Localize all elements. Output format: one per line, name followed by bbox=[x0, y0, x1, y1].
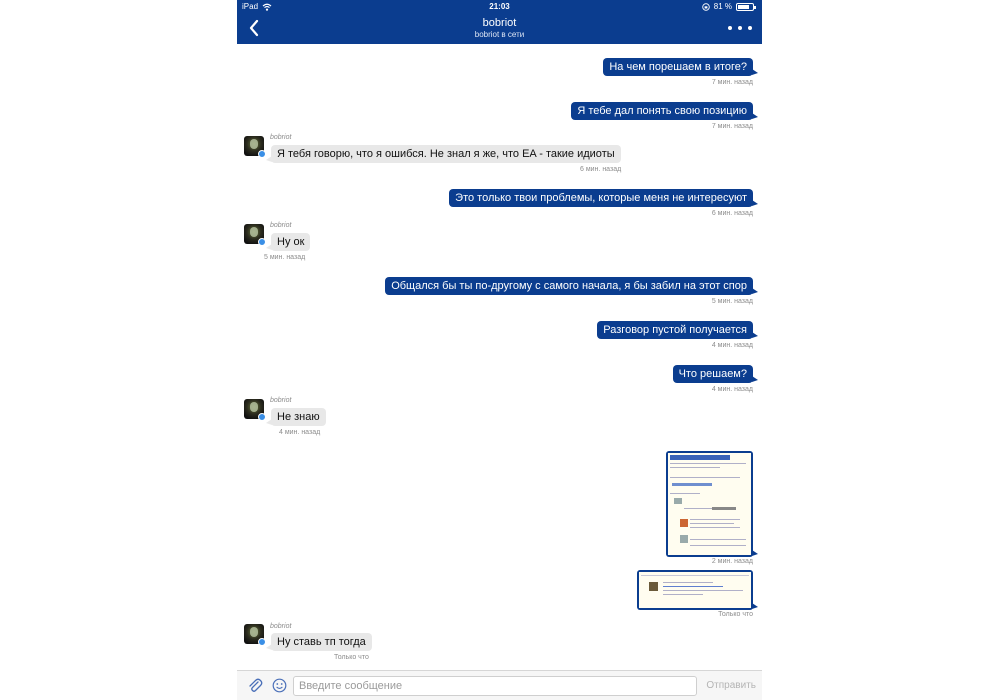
attach-button[interactable] bbox=[246, 677, 264, 695]
message-time: 6 мин. назад bbox=[580, 166, 622, 173]
more-dots-icon bbox=[738, 26, 742, 30]
thumb-line bbox=[690, 527, 740, 528]
status-right bbox=[702, 2, 754, 11]
message-time: Только что bbox=[718, 611, 753, 618]
paperclip-icon bbox=[246, 677, 264, 695]
thumb-avatar bbox=[680, 519, 688, 527]
thumb-avatar bbox=[680, 535, 688, 543]
incoming-message[interactable]: Ну ок bbox=[271, 233, 310, 251]
online-indicator-icon bbox=[258, 150, 266, 158]
avatar[interactable] bbox=[244, 399, 264, 419]
more-dots-icon bbox=[728, 26, 732, 30]
message-time: 4 мин. назад bbox=[279, 429, 321, 436]
thumb-line bbox=[663, 582, 713, 583]
thumb-line bbox=[690, 523, 734, 524]
compose-bar bbox=[237, 670, 762, 700]
incoming-message[interactable]: Ну ставь тп тогда bbox=[271, 633, 372, 651]
outgoing-message[interactable]: Разговор пустой получается bbox=[597, 321, 753, 339]
message-time: 4 мин. назад bbox=[711, 342, 753, 349]
emoji-icon bbox=[272, 678, 287, 693]
battery-percent: 81 % bbox=[713, 2, 732, 11]
incoming-message[interactable]: Я тебя говорю, что я ошибся. Не знал я же, что EA - такие идиоты bbox=[271, 145, 621, 163]
image-attachment[interactable] bbox=[666, 451, 753, 557]
thumb-line bbox=[663, 590, 743, 591]
avatar[interactable] bbox=[244, 136, 264, 156]
thumb-image bbox=[674, 498, 682, 504]
thumb-header bbox=[670, 455, 730, 460]
image-attachment[interactable] bbox=[637, 570, 753, 610]
battery-icon bbox=[736, 3, 754, 11]
screenshot-thumbnail bbox=[668, 453, 751, 555]
orientation-lock-icon bbox=[702, 3, 710, 11]
avatar-face bbox=[250, 139, 258, 149]
incoming-message[interactable]: Не знаю bbox=[271, 408, 326, 426]
outgoing-message[interactable]: На чем порешаем в итоге? bbox=[603, 58, 753, 76]
device-label: iPad bbox=[242, 2, 259, 11]
battery-fill bbox=[738, 5, 749, 9]
thumb-line bbox=[690, 519, 740, 520]
send-button[interactable]: Отправить bbox=[706, 680, 756, 691]
avatar-face bbox=[250, 227, 258, 237]
message-time: 2 мин. назад bbox=[711, 558, 753, 565]
sender-name: bobriot bbox=[270, 222, 292, 229]
more-dots-icon bbox=[748, 26, 752, 30]
thumb-line bbox=[690, 545, 746, 546]
avatar-face bbox=[250, 627, 258, 637]
online-indicator-icon bbox=[258, 638, 266, 646]
thumb-avatar bbox=[649, 582, 658, 591]
message-time: 7 мин. назад bbox=[711, 79, 753, 86]
sender-name: bobriot bbox=[270, 397, 292, 404]
outgoing-message[interactable]: Я тебе дал понять свою позицию bbox=[571, 102, 753, 120]
thumb-line bbox=[690, 539, 746, 540]
thumb-line bbox=[641, 575, 749, 576]
thumb-line bbox=[670, 477, 740, 478]
ipad-screen bbox=[237, 0, 762, 700]
online-indicator-icon bbox=[258, 238, 266, 246]
nav-bar bbox=[237, 13, 762, 44]
message-time: 5 мин. назад bbox=[711, 298, 753, 305]
thumb-link bbox=[663, 586, 723, 587]
thumb-line bbox=[670, 493, 700, 494]
avatar[interactable] bbox=[244, 624, 264, 644]
contact-status: bobriot в сети bbox=[474, 30, 525, 39]
outgoing-message[interactable]: Общался бы ты по-другому с самого начала, я бы забил на этот спор bbox=[385, 277, 753, 295]
outgoing-message[interactable]: Что решаем? bbox=[673, 365, 753, 383]
outgoing-message[interactable]: Это только твои проблемы, которые меня не интересуют bbox=[449, 189, 753, 207]
sender-name: bobriot bbox=[270, 134, 292, 141]
message-time: 5 мин. назад bbox=[264, 254, 306, 261]
message-time: 6 мин. назад bbox=[711, 210, 753, 217]
thumb-line bbox=[684, 508, 712, 509]
more-options-button[interactable] bbox=[728, 21, 752, 35]
avatar-face bbox=[250, 402, 258, 412]
message-time: 7 мин. назад bbox=[711, 123, 753, 130]
avatar[interactable] bbox=[244, 224, 264, 244]
message-list[interactable] bbox=[237, 44, 762, 670]
contact-name: bobriot bbox=[482, 17, 517, 29]
sender-name: bobriot bbox=[270, 623, 292, 630]
message-input[interactable] bbox=[293, 676, 697, 696]
thumb-line bbox=[663, 594, 703, 595]
message-time: 4 мин. назад bbox=[711, 386, 753, 393]
thumb-buttons bbox=[672, 483, 712, 486]
thumb-line bbox=[670, 467, 720, 468]
emoji-button[interactable] bbox=[272, 678, 287, 693]
thumb-line bbox=[670, 463, 746, 464]
screenshot-thumbnail bbox=[639, 572, 751, 608]
online-indicator-icon bbox=[258, 413, 266, 421]
message-time: Только что bbox=[334, 654, 369, 661]
status-time: 21:03 bbox=[489, 2, 510, 11]
thumb-field bbox=[712, 507, 736, 510]
status-bar bbox=[237, 0, 762, 13]
